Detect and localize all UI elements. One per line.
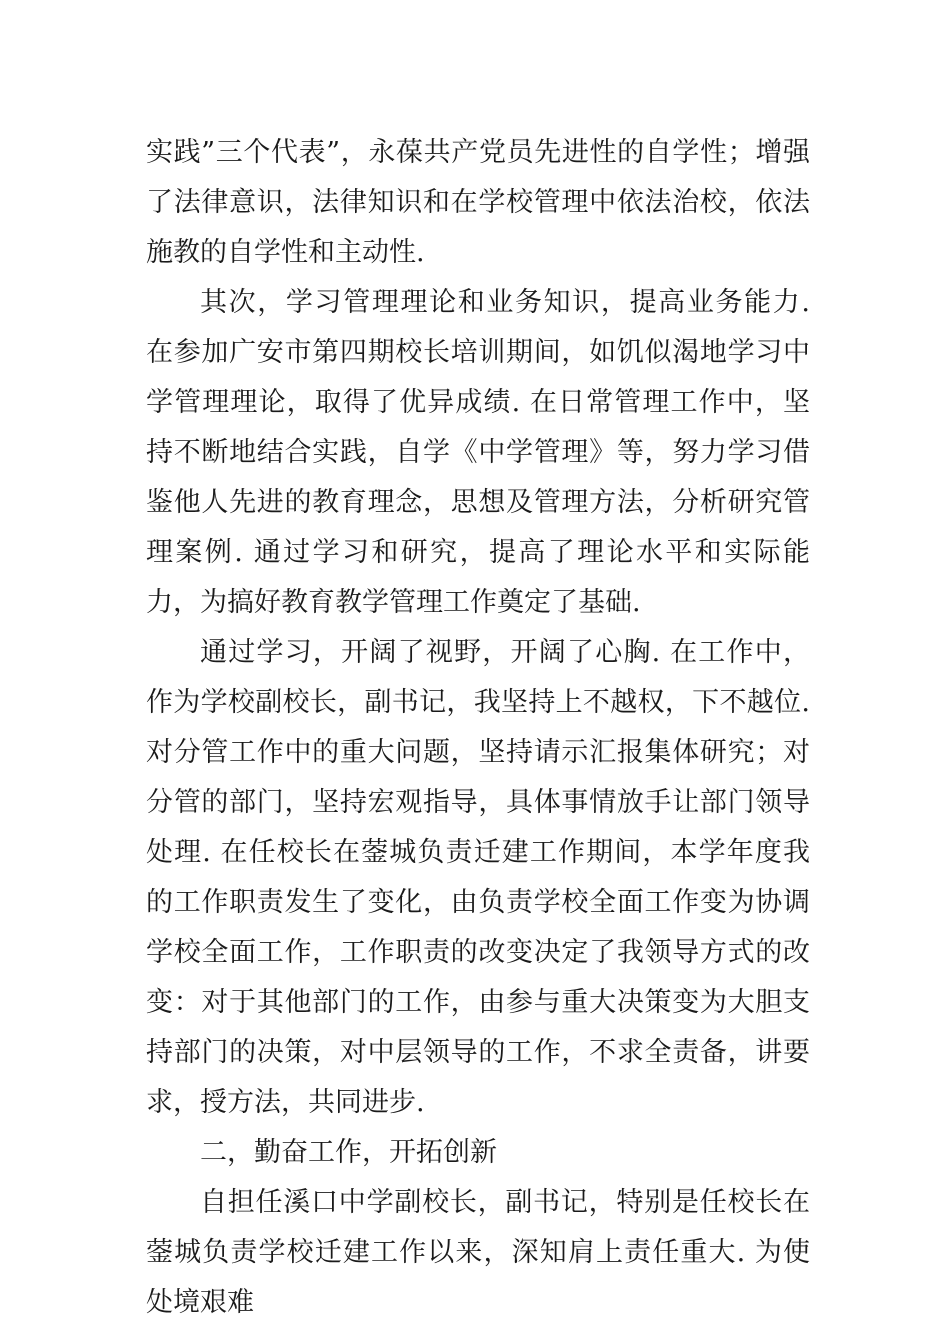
paragraph-study-management: 其次，学习管理理论和业务知识，提高业务能力. 在参加广安市第四期校长培训期间，如饥似渴地学习中学管理理论，取得了优异成绩. 在日常管理工作中，坚持不断地结合实践，自学《中学管理》等，努力学习借鉴他人先进的教育理念，思想及管理方法，分析研究管理案例. 通过学习和研究，提高了理论水平和实际能力，为搞好教育教学管理工作奠定了基础. (146, 287, 810, 618)
section-heading: 二，勤奋工作，开拓创新 (200, 1137, 497, 1168)
paragraph-broaden-vision: 通过学习，开阔了视野，开阔了心胸. 在工作中，作为学校副校长，副书记，我坚持上不越权，下不越位. 对分管工作中的重大问题，坚持请示汇报集体研究；对分管的部门，坚持宏观指导，具体事情放手让部门领导处理. 在任校长在蓥城负责迁建工作期间，本学年度我的工作职责发生了变化，由负责学校全面工作变为协调学校全面工作，工作职责的改变决定了我领导方式的改变：对于其他部门的工作，由参与重大决策变为大胆支持部门的决策，对中层领导的工作，不求全责备，讲要求，授方法，共同进步. (146, 637, 810, 1118)
paragraph-since-appointment: 自担任溪口中学副校长，副书记，特别是任校长在蓥城负责学校迁建工作以来，深知肩上责任重大. 为使处境艰难 (146, 1187, 810, 1318)
document-body (146, 128, 810, 1328)
paragraph-continuation: 实践”三个代表”，永葆共产党员先进性的自学性；增强了法律意识，法律知识和在学校管理中依法治校，依法施教的自学性和主动性. (146, 137, 810, 268)
